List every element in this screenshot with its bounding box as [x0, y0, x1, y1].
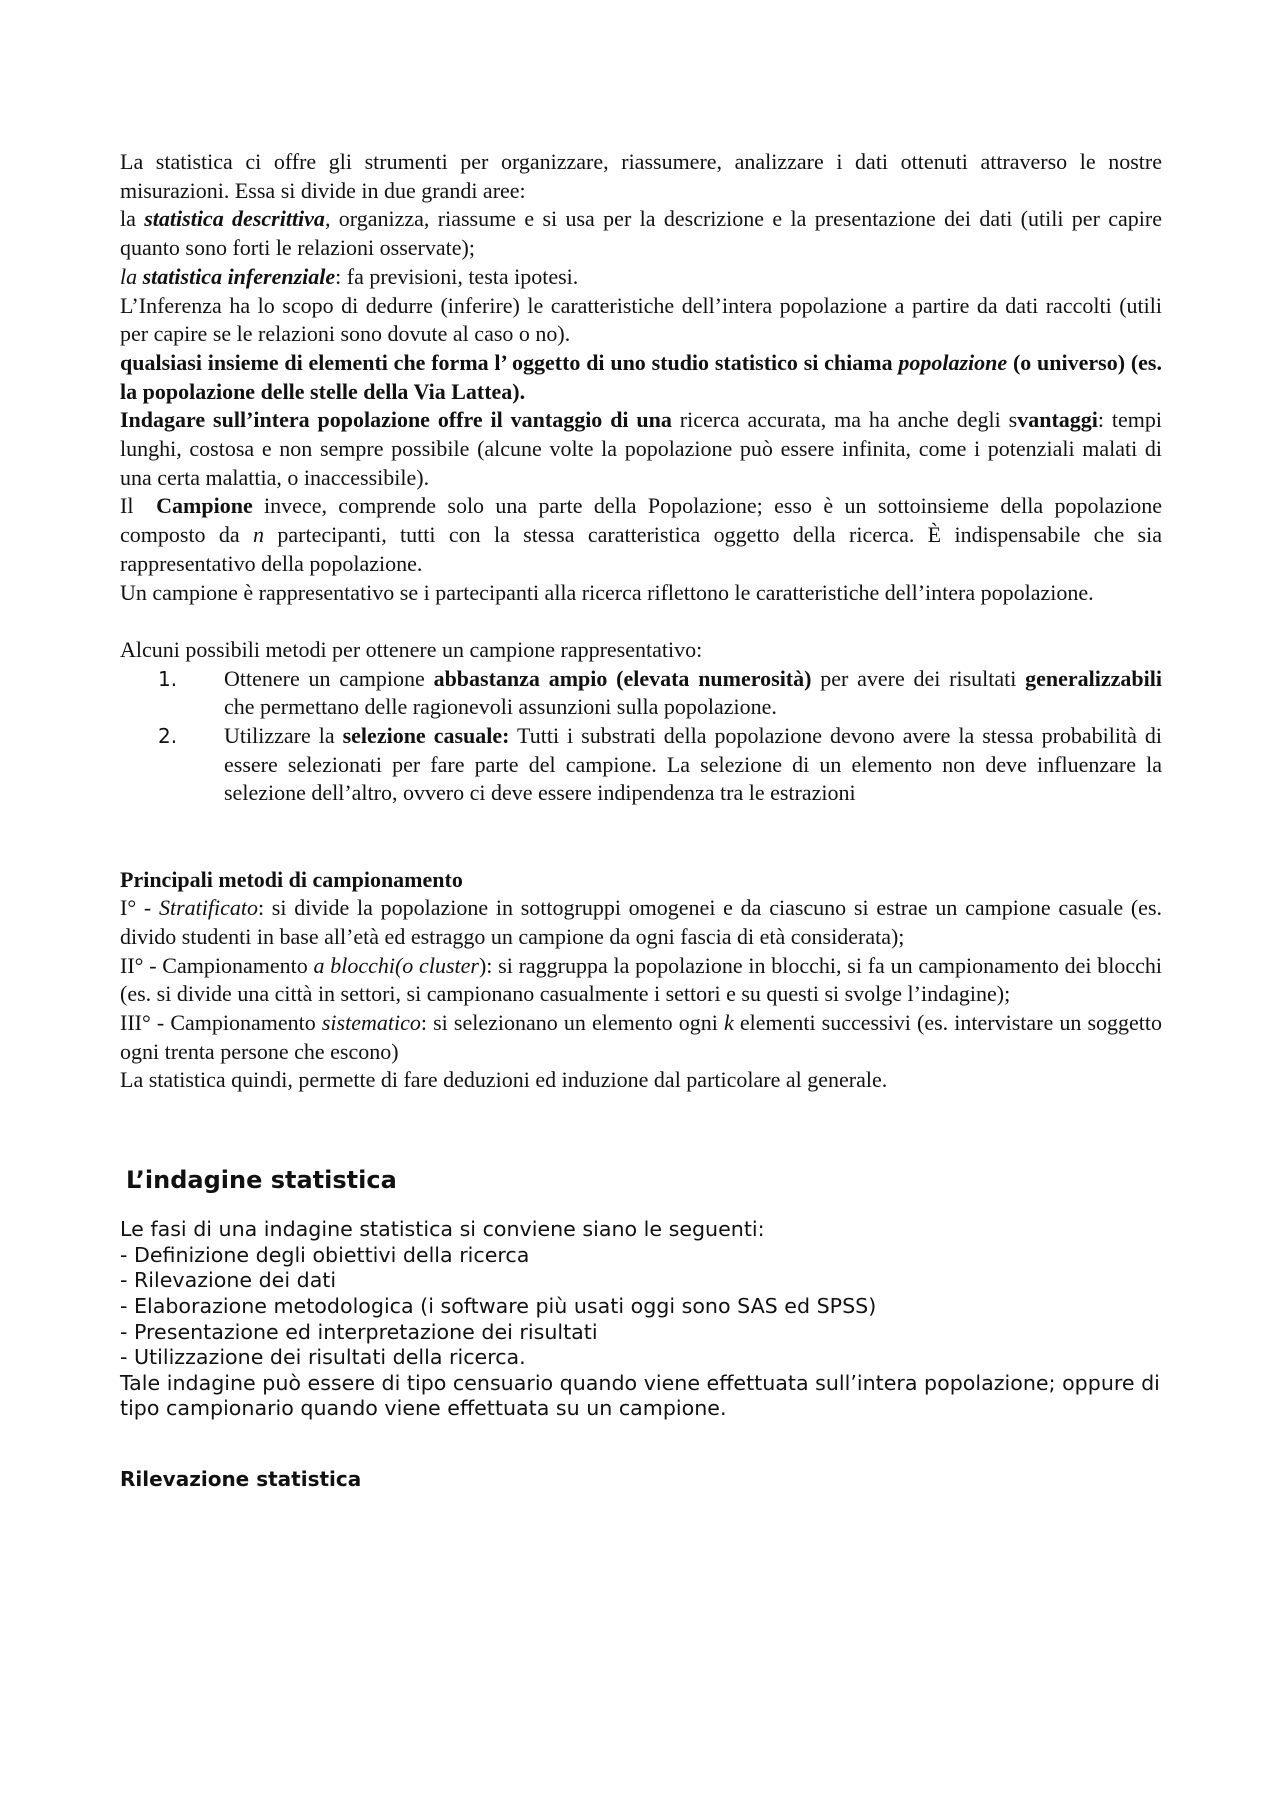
sampling-heading [120, 866, 1162, 895]
text-run: k [723, 1010, 734, 1036]
survey-heading: L’indagine statistica [126, 1166, 397, 1195]
text-run: n [253, 522, 265, 548]
text-run: abbastanza ampio (elevata numerosità) [433, 665, 812, 691]
sample-term: Campione [156, 493, 253, 519]
text-run: : tempi lunghi, costosa e non sempre possibile (alcune volte la popolazione può essere infinita, come i potenziali malati di una certa malattia, o inaccessibile). [120, 407, 1162, 490]
advantages-paragraph [120, 406, 1162, 492]
text-run: Tutti i substrati della popolazione devono avere la stessa probabilità di essere selezionati per fare parte del campione. La selezione di un elemento non deve influenzare la selezione dell’altro, ovvero ci deve essere indipendenza tra le estrazioni [224, 723, 1162, 806]
text-run: ): si raggruppa la popolazione in blocchi, si fa un campionamento dei blocchi (es. si divide una città in settori, si campionano casualmente i settori e su questi si svolge l’indagine); [120, 952, 1162, 1007]
text-run: I° - [120, 895, 159, 921]
text-run: ricerca accurata, ma ha anche degli s [671, 407, 1018, 433]
list-number: 1. [158, 666, 178, 691]
representative-paragraph: Un campione è rappresentativo se i partecipanti alla ricerca riflettono le caratteristiche dell’intera popolazione. [120, 579, 1094, 605]
survey-lead: Le fasi di una indagine statistica si conviene siano le seguenti: [120, 1217, 765, 1242]
text-run: partecipanti, tutti con la stessa caratteristica oggetto della ricerca. È indispensabile che sia rappresentativo della popolazione. [120, 522, 1162, 576]
text-run: Il [120, 493, 157, 519]
text-run: Stratificato [158, 895, 258, 921]
text-run: (o universo) (es. la popolazione delle stelle della Via Lattea). [120, 349, 1162, 404]
text-run: selezione casuale: [342, 723, 510, 749]
list-item: - Elaborazione metodologica (i software più usati oggi sono SAS ed SPSS) [120, 1293, 877, 1318]
survey-section [120, 1217, 1162, 1422]
text-run: Utilizzare la [224, 723, 343, 749]
text-run: la [120, 263, 143, 289]
text-run: qualsiasi insieme di elementi che forma l’ oggetto di uno studio statistico si chiama [120, 349, 899, 375]
methods-list [120, 665, 1162, 809]
descriptive-term: statistica descrittiva [144, 206, 325, 232]
stratified-paragraph [120, 894, 1162, 951]
methods-lead: Alcuni possibili metodi per ottenere un campione rappresentativo: [120, 636, 703, 662]
document-page [120, 148, 1162, 1492]
list-item: - Utilizzazione dei risultati della ricerca. [120, 1345, 526, 1370]
list-item: - Definizione degli obiettivi della ricerca [120, 1242, 530, 1267]
text-run: : si selezionano un elemento ogni [420, 1010, 724, 1036]
text-run: per avere dei risultati [811, 665, 1026, 691]
text-run: sistematico [321, 1010, 421, 1036]
list-item: - Presentazione ed interpretazione dei risultati [120, 1319, 598, 1344]
cluster-paragraph [120, 952, 1162, 1009]
text-run: Indagare sull’intera popolazione offre il vantaggio di una [120, 407, 672, 433]
text-run: a blocchi(o cluster [313, 952, 479, 978]
inferential-paragraph [120, 263, 1162, 292]
sampling-closing: La statistica quindi, permette di fare deduzioni ed induzione dal particolare al generale. [120, 1067, 888, 1093]
population-paragraph [120, 349, 1162, 406]
text-run: II° - Campionamento [120, 952, 314, 978]
intro-paragraph: La statistica ci offre gli strumenti per organizzare, riassumere, analizzare i dati ottenuti attraverso le nostre misurazioni. Essa si divide in due grandi aree: [120, 149, 1162, 203]
text-run: la [120, 206, 145, 232]
text-run: che permettano delle ragionevoli assunzioni sulla popolazione. [224, 694, 777, 720]
list-item [120, 722, 1162, 808]
rilevazione-heading: Rilevazione statistica [120, 1466, 362, 1491]
survey-closing: Tale indagine può essere di tipo censuario quando viene effettuata sull’intera popolazione; oppure di tipo campionario quando viene effettuata su un campione. [120, 1370, 1160, 1421]
text-run: , organizza, riassume e si usa per la descrizione e la presentazione dei dati (utili per capire quanto sono forti le relazioni osservate); [120, 206, 1162, 261]
list-number: 2. [158, 724, 178, 749]
intro-section [120, 148, 1162, 1095]
sample-paragraph [120, 492, 1162, 578]
inferential-term: statistica inferenziale [142, 263, 336, 289]
list-item [120, 665, 1162, 722]
inferenza-paragraph: L’Inferenza ha lo scopo di dedurre (inferire) le caratteristiche dell’intera popolazione a partire da dati raccolti (utili per capire se le relazioni sono dovute al caso o no). [120, 292, 1162, 347]
descriptive-paragraph [120, 205, 1162, 262]
text-run: invece, comprende solo una parte della Popolazione; esso è un sottoinsieme della popolazione composto da [120, 493, 1162, 548]
text-run: Ottenere un campione [224, 665, 434, 691]
systematic-paragraph [120, 1009, 1162, 1066]
text-run: : fa previsioni, testa ipotesi. [335, 263, 579, 289]
text-run: : si divide la popolazione in sottogruppi omogenei e da ciascuno si estrae un campione casuale (es. divido studenti in base all’età ed estraggo un campione da ogni fascia di età considerata); [120, 895, 1162, 949]
text-run: vantaggi [1017, 407, 1098, 433]
text-run: generalizzabili [1025, 665, 1162, 691]
list-item: - Rilevazione dei dati [120, 1268, 337, 1293]
text-run: III° - Campionamento [120, 1010, 322, 1036]
population-term: popolazione [898, 349, 1008, 375]
text-run: elementi successivi (es. intervistare un soggetto ogni trenta persone che escono) [120, 1010, 1162, 1064]
text-run: Principali metodi di campionamento [120, 866, 463, 892]
